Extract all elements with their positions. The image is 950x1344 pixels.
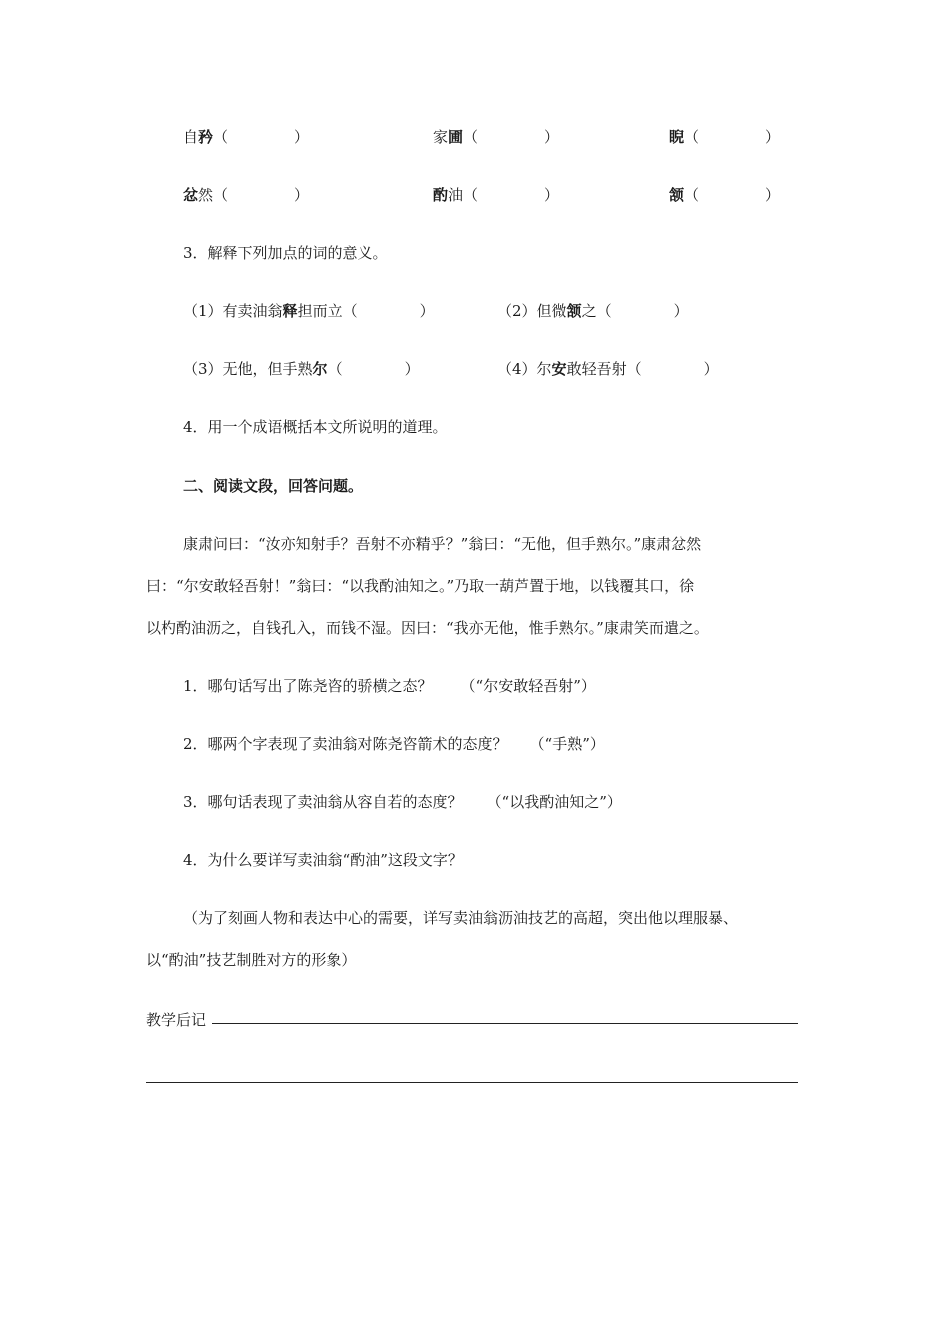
answer-line: 以“酌油”技艺制胜对方的形象） bbox=[146, 951, 357, 969]
pinyin-item: 自矜（ ） bbox=[183, 128, 310, 146]
postscript-label: 教学后记 bbox=[146, 1011, 207, 1029]
passage-line: 以杓酌油沥之，自钱孔入，而钱不湿。因曰：“我亦无他，惟手熟尔。”康肃笑而遣之。 bbox=[146, 619, 709, 637]
pinyin-item: 酌油（ ） bbox=[433, 186, 560, 204]
question-item: 4．为什么要详写卖油翁“酌油”这段文字？ bbox=[183, 851, 463, 869]
passage-line: 康肃问曰：“汝亦知射手？吾射不亦精乎？”翁曰：“无他，但手熟尔。”康肃忿然 bbox=[183, 535, 702, 553]
pinyin-item: 家圃（ ） bbox=[433, 128, 560, 146]
section-title: 二、阅读文段，回答问题。 bbox=[183, 477, 364, 495]
answer-line: （为了刻画人物和表达中心的需要，详写卖油翁沥油技艺的高超，突出他以理服暴、 bbox=[183, 909, 739, 927]
passage-line: 曰：“尔安敢轻吾射！”翁曰：“以我酌油知之。”乃取一葫芦置于地，以钱覆其口，徐 bbox=[146, 577, 695, 595]
q4-title: 4．用一个成语概括本文所说明的道理。 bbox=[183, 418, 448, 436]
question-item: 2．哪两个字表现了卖油翁对陈尧咨箭术的态度？ （“手熟”） bbox=[183, 735, 605, 753]
q3-item: （3）无他，但手熟尔（ ） bbox=[183, 360, 420, 378]
postscript-rule bbox=[146, 1082, 798, 1083]
q3-item: （2）但微颔之（ ） bbox=[497, 302, 689, 320]
question-item: 1．哪句话写出了陈尧咨的骄横之态？ （“尔安敢轻吾射”） bbox=[183, 677, 596, 695]
postscript-rule bbox=[212, 1023, 798, 1024]
question-item: 3．哪句话表现了卖油翁从容自若的态度？ （“以我酌油知之”） bbox=[183, 793, 622, 811]
q3-item: （1）有卖油翁释担而立（ ） bbox=[183, 302, 435, 320]
q3-title: 3．解释下列加点的词的意义。 bbox=[183, 244, 388, 262]
pinyin-item: 忿然（ ） bbox=[183, 186, 310, 204]
pinyin-item: 睨（ ） bbox=[669, 128, 781, 146]
q3-item: （4）尔安敢轻吾射（ ） bbox=[497, 360, 719, 378]
pinyin-item: 颔（ ） bbox=[669, 186, 781, 204]
